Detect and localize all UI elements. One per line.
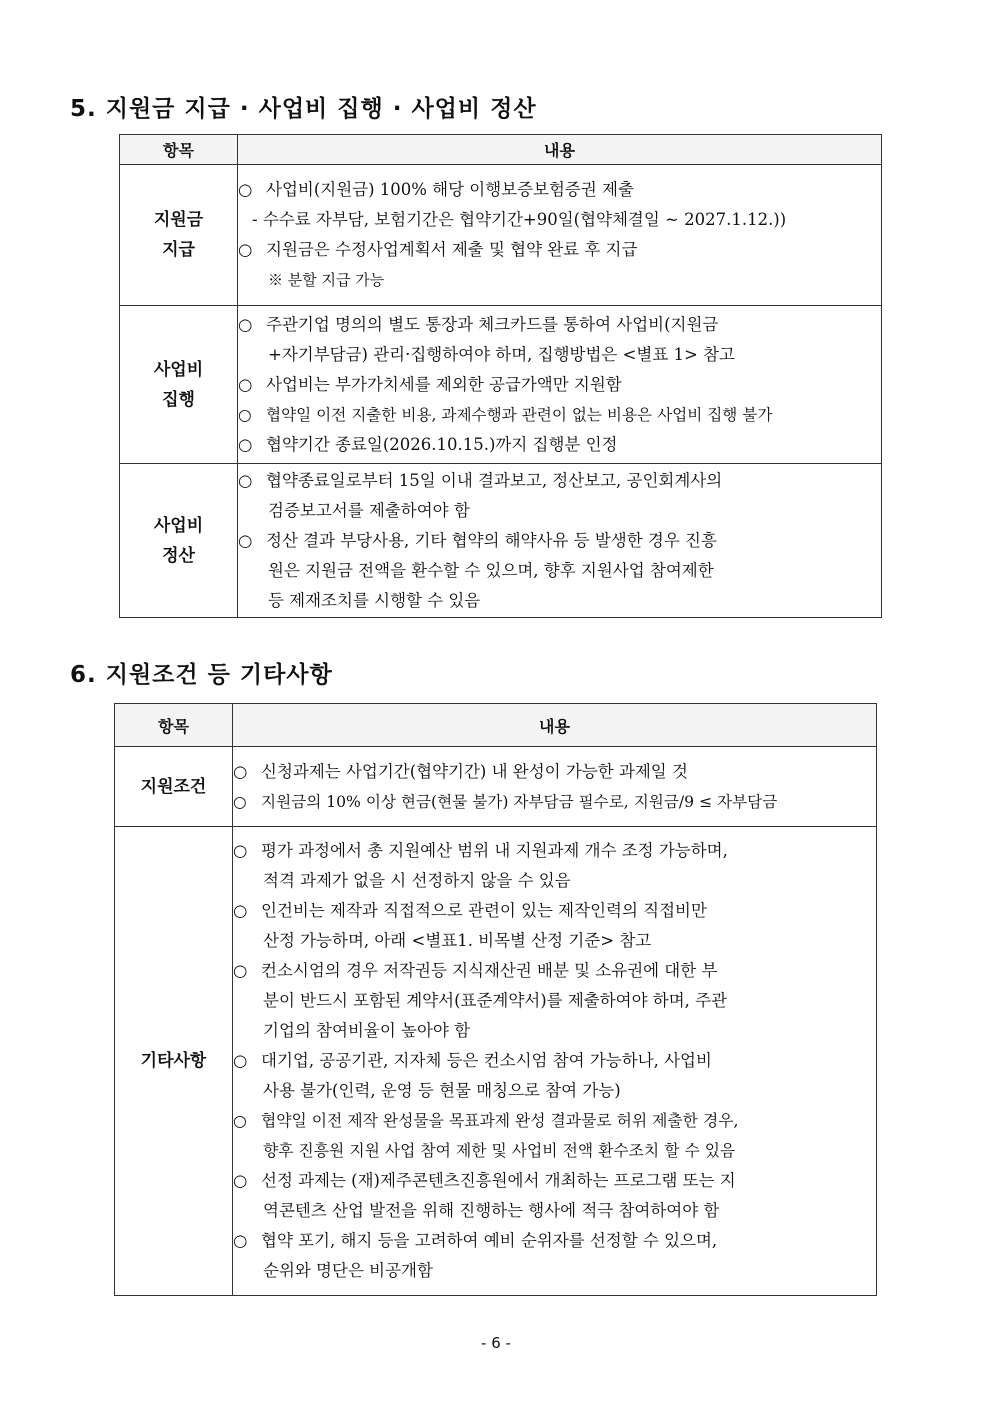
row-label: 지원금 지급 (120, 165, 238, 306)
list-item: ○ 협약일 이전 지출한 비용, 과제수행과 관련이 없는 비용은 사업비 집행 불가 (238, 405, 773, 424)
list-item: ○ 평가 과정에서 총 지원예산 범위 내 지원과제 개수 조정 가능하며, (233, 841, 728, 860)
list-item: - 수수료 자부담, 보험기간은 협약기간+90일(협약체결일 ~ 2027.1.12.)) (252, 210, 787, 229)
row-content (233, 747, 877, 827)
header-content: 내용 (233, 704, 877, 747)
section-6-title: 6. 지원조건 등 기타사항 (70, 662, 333, 688)
list-item: ○ 신청과제는 사업기간(협약기간) 내 완성이 가능한 과제일 것 (233, 761, 688, 781)
table-row (115, 827, 877, 1296)
list-item: 산정 가능하며, 아래 <별표1. 비목별 산정 기준> 참고 (263, 931, 652, 950)
header-item: 항목 (115, 704, 233, 747)
table-row (115, 747, 877, 827)
list-item: ○ 정산 결과 부당사용, 기타 협약의 해약사유 등 발생한 경우 진흥 (238, 530, 717, 550)
list-item: 역콘텐츠 산업 발전을 위해 진행하는 행사에 적극 참여하여야 함 (263, 1201, 720, 1220)
list-item: ○ 인건비는 제작과 직접적으로 관련이 있는 제작인력의 직접비만 (233, 901, 707, 920)
list-item: ○ 사업비는 부가가치세를 제외한 공급가액만 지원함 (238, 374, 622, 394)
row-label: 사업비 정산 (120, 464, 238, 618)
row-content (238, 306, 882, 464)
row-content (238, 464, 882, 618)
section-5-title: 5. 지원금 지급 · 사업비 집행 · 사업비 정산 (70, 96, 537, 122)
list-item: +자기부담금) 관리·집행하여야 하며, 집행방법은 <별표 1> 참고 (268, 344, 735, 364)
table-row (120, 165, 882, 306)
section-6-table (114, 703, 877, 1296)
list-item: 기업의 참여비율이 높아야 함 (263, 1021, 471, 1040)
list-item: ○ 선정 과제는 (재)제주콘텐츠진흥원에서 개최하는 프로그램 또는 지 (233, 1171, 736, 1190)
list-item: 순위와 명단은 비공개함 (263, 1261, 433, 1280)
list-item: ○ 대기업, 공공기관, 지자체 등은 컨소시엄 참여 가능하나, 사업비 (233, 1051, 712, 1070)
header-content: 내용 (238, 135, 882, 165)
list-item: 검증보고서를 제출하여야 함 (268, 500, 470, 520)
list-item: ○ 협약종료일로부터 15일 이내 결과보고, 정산보고, 공인회계사의 (238, 470, 723, 490)
list-item: 등 제재조치를 시행할 수 있음 (268, 590, 481, 610)
page-number: - 6 - (481, 1334, 511, 1352)
note-item: ※ 분할 지급 가능 (268, 271, 385, 289)
list-item: ○ 협약 포기, 해지 등을 고려하여 예비 순위자를 선정할 수 있으며, (233, 1231, 718, 1250)
row-label: 기타사항 (115, 827, 233, 1296)
list-item: ○ 협약일 이전 제작 완성물을 목표과제 완성 결과물로 허위 제출한 경우, (233, 1111, 739, 1130)
row-label: 사업비 집행 (120, 306, 238, 464)
table-row (120, 306, 882, 464)
table-header-row (120, 135, 882, 165)
row-content (238, 165, 882, 306)
header-item: 항목 (120, 135, 238, 165)
section-5-table (119, 134, 882, 618)
table-header-row (115, 704, 877, 747)
list-item: ○ 컨소시엄의 경우 저작권등 지식재산권 배분 및 소유권에 대한 부 (233, 961, 718, 980)
list-item: ○ 주관기업 명의의 별도 통장과 체크카드를 통하여 사업비(지원금 (238, 314, 719, 334)
list-item: 향후 진흥원 지원 사업 참여 제한 및 사업비 전액 환수조치 할 수 있음 (263, 1141, 736, 1160)
list-item: 적격 과제가 없을 시 선정하지 않을 수 있음 (263, 871, 571, 890)
table-row (120, 464, 882, 618)
list-item: ○ 지원금의 10% 이상 현금(현물 불가) 자부담금 필수로, 지원금/9 ≤ 자부담금 (233, 792, 778, 811)
list-item: 원은 지원금 전액을 환수할 수 있으며, 향후 지원사업 참여제한 (268, 560, 714, 580)
row-label: 지원조건 (115, 747, 233, 827)
row-content (233, 827, 877, 1296)
list-item: 사용 불가(인력, 운영 등 현물 매칭으로 참여 가능) (263, 1081, 621, 1100)
list-item: ○ 지원금은 수정사업계획서 제출 및 협약 완료 후 지급 (238, 240, 638, 259)
list-item: ○ 사업비(지원금) 100% 해당 이행보증보험증권 제출 (238, 180, 634, 199)
list-item: ○ 협약기간 종료일(2026.10.15.)까지 집행분 인정 (238, 434, 618, 454)
list-item: 분이 반드시 포함된 계약서(표준계약서)를 제출하여야 하며, 주관 (263, 991, 728, 1010)
